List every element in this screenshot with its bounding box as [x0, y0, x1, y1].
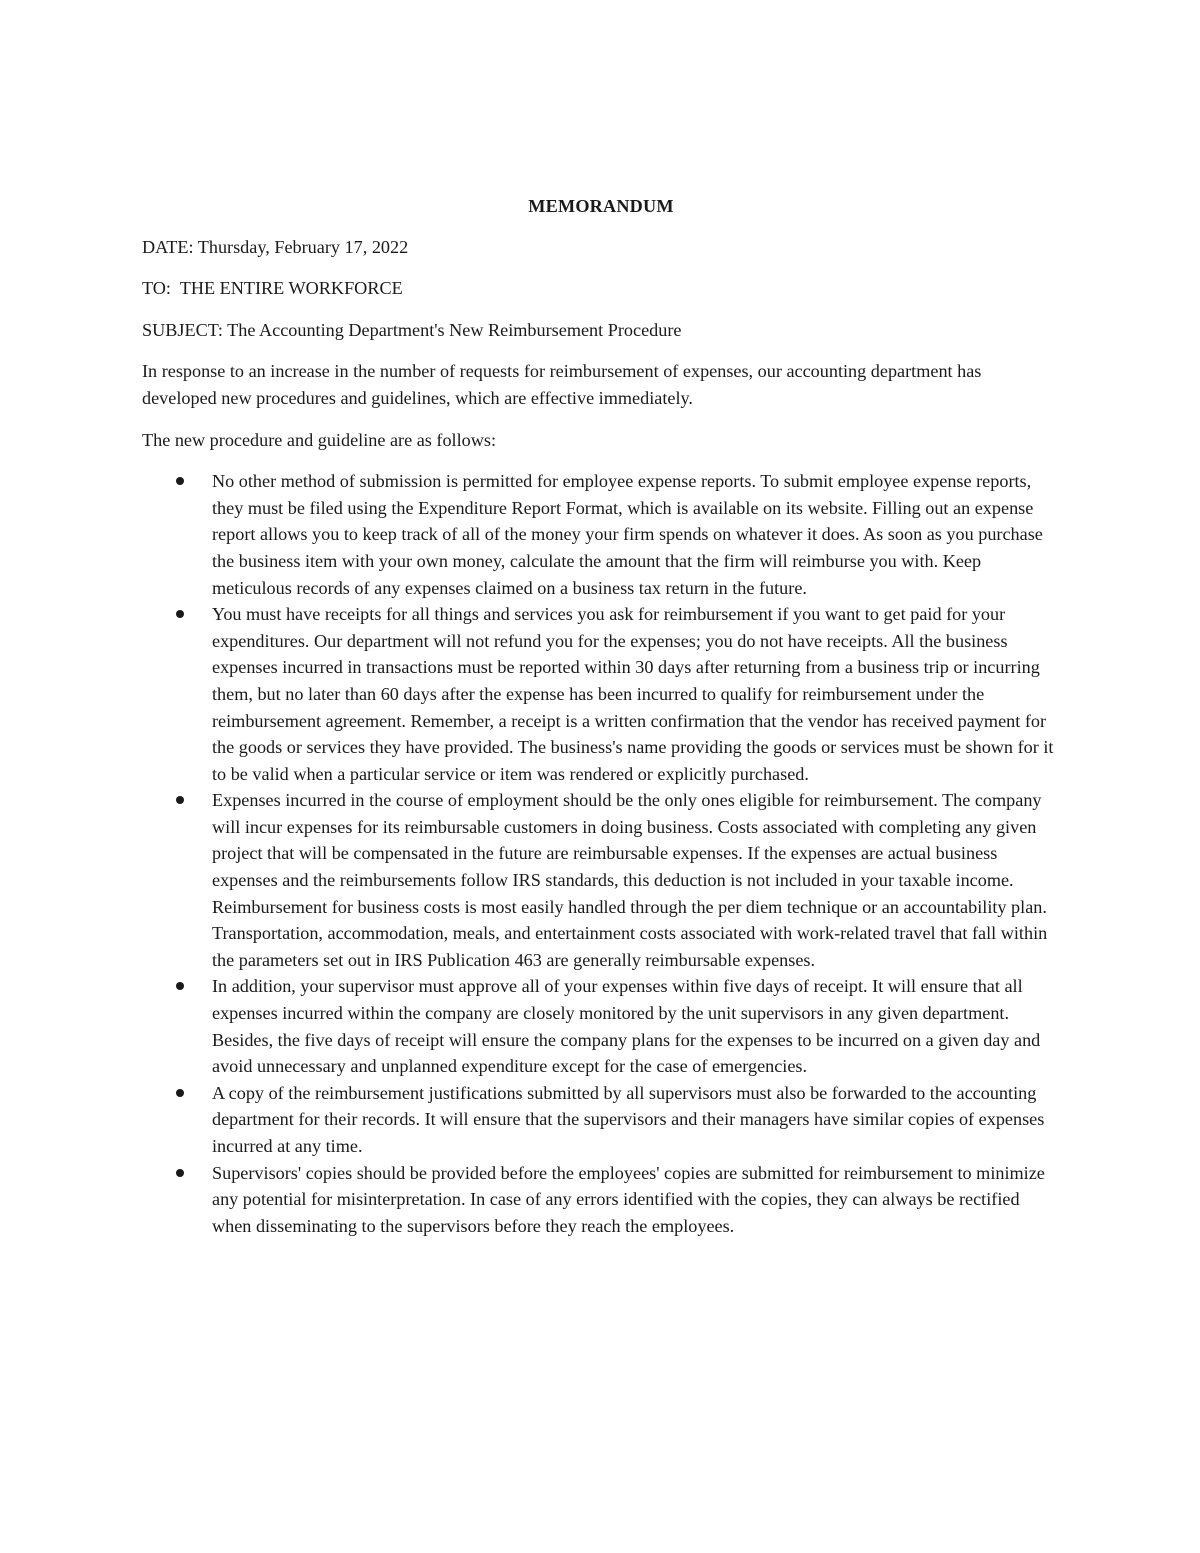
lead-in-paragraph: The new procedure and guideline are as follows:: [142, 429, 497, 450]
subject-line: SUBJECT: The Accounting Department's New Reimbursement Procedure: [142, 319, 682, 340]
bullet-icon: [176, 1089, 184, 1097]
date-line: DATE: Thursday, February 17, 2022: [142, 236, 409, 257]
intro-paragraph: In response to an increase in the number of requests for reimbursement of expenses, our accounting department has developed new procedures and guidelines, which are effective immediately.: [142, 361, 982, 408]
list-item: [142, 787, 1060, 973]
list-item-text: Expenses incurred in the course of employment should be the only ones eligible for reimbursement. The company will incur expenses for its reimbursable customers in doing business. Costs associated with completing any given project that will be compensated in the future are reimbursable expenses. If the expenses are actual business expenses and the reimbursements follow IRS standards, this deduction is not included in your taxable income. Reimbursement for business costs is most easily handled through the per diem technique or an accountability plan. Transportation, accommodation, meals, and entertainment costs associated with work-related travel that fall within the parameters set out in IRS Publication 463 are generally reimbursable expenses.: [212, 790, 1048, 970]
bullet-icon: [176, 982, 184, 990]
list-item-text: Supervisors' copies should be provided before the employees' copies are submitted for reimbursement to minimize any potential for misinterpretation. In case of any errors identified with the copies, they can always be rectified when disseminating to the supervisors before they reach the employees.: [212, 1162, 1045, 1236]
bullet-icon: [176, 796, 184, 804]
list-item-text: A copy of the reimbursement justifications submitted by all supervisors must also be forwarded to the accounting department for their records. It will ensure that the supervisors and their managers have similar copies of expenses incurred at any time.: [212, 1082, 1045, 1156]
list-item: [142, 468, 1060, 601]
list-item: [142, 973, 1060, 1079]
list-item: [142, 601, 1060, 787]
list-item: [142, 1080, 1060, 1160]
bullet-icon: [176, 1169, 184, 1177]
bullet-icon: [176, 610, 184, 618]
procedure-list: [142, 468, 1060, 1239]
list-item: [142, 1160, 1060, 1240]
to-line: TO: THE ENTIRE WORKFORCE: [142, 278, 403, 299]
memo-title: MEMORANDUM: [528, 196, 674, 216]
list-item-text: In addition, your supervisor must approve all of your expenses within five days of receipt. It will ensure that all expenses incurred within the company are closely monitored by the unit supervisors in any given department. Besides, the five days of receipt will ensure the company plans for the expenses to be incurred on a given day and avoid unnecessary and unplanned expenditure except for the case of emergencies.: [212, 976, 1041, 1077]
bullet-icon: [176, 477, 184, 485]
list-item-text: You must have receipts for all things and services you ask for reimbursement if you want to get paid for your expenditures. Our department will not refund you for the expenses; you do not have receipts. All the business expenses incurred in transactions must be reported within 30 days after returning from a business trip or incurring them, but no later than 60 days after the expense has been incurred to qualify for reimbursement under the reimbursement agreement. Remember, a receipt is a written confirmation that the vendor has received payment for the goods or services they have provided. The business's name providing the goods or services must be shown for it to be valid when a particular service or item was rendered or explicitly purchased.: [212, 604, 1054, 784]
memo-page: [142, 193, 1060, 1239]
list-item-text: No other method of submission is permitted for employee expense reports. To submit employee expense reports, they must be filed using the Expenditure Report Format, which is available on its website. Filling out an expense report allows you to keep track of all of the money your firm spends on whatever it does. As soon as you purchase the business item with your own money, calculate the amount that the firm will reimburse you with. Keep meticulous records of any expenses claimed on a business tax return in the future.: [212, 471, 1043, 598]
